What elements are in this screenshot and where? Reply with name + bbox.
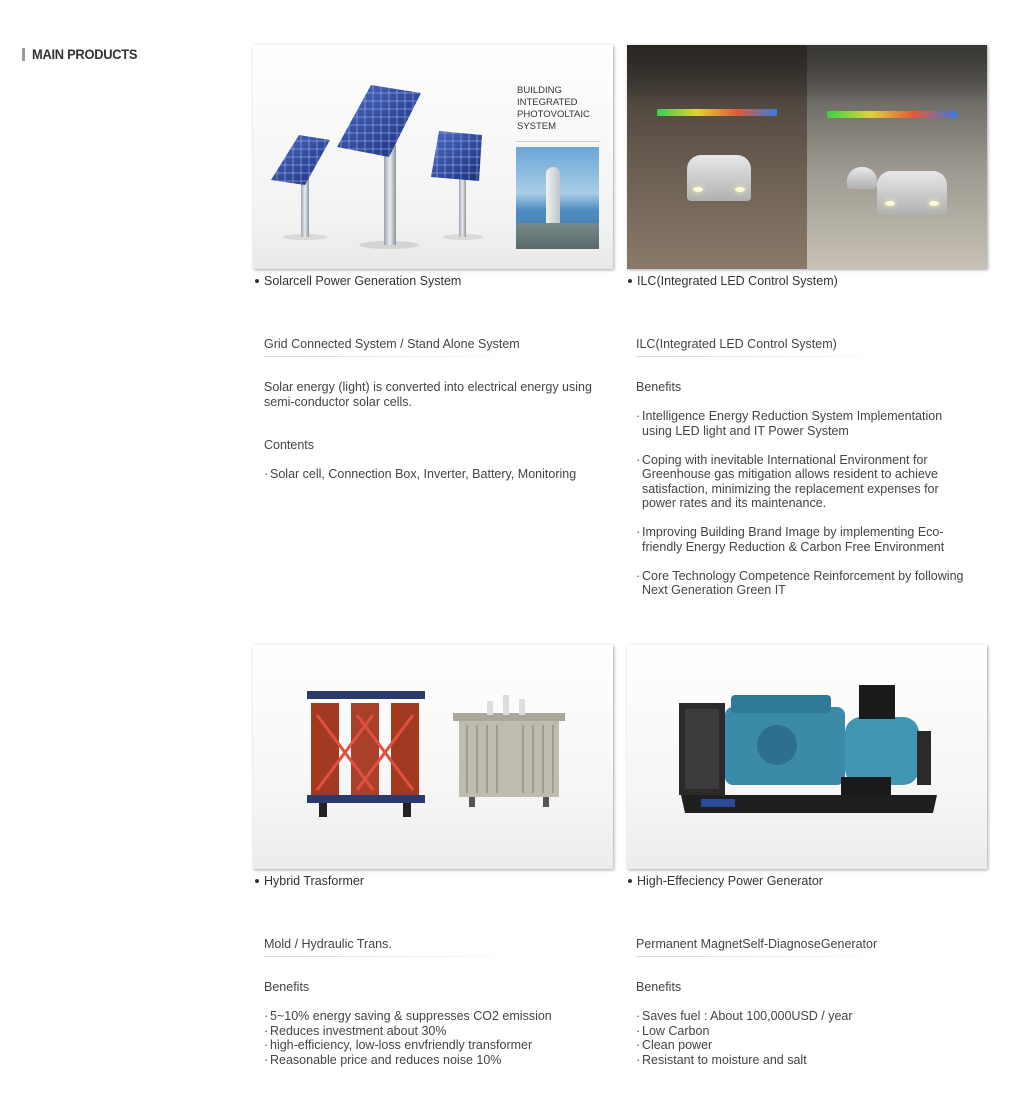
ilc-product-image — [627, 45, 987, 269]
bullet-icon — [628, 879, 632, 883]
generator-benefits-list — [636, 1009, 966, 1067]
product-subtitle-transformer: Mold / Hydraulic Trans. — [264, 937, 392, 951]
parking-photo-right — [807, 45, 987, 269]
bullet-icon — [628, 279, 632, 283]
solar-contents-list — [264, 467, 609, 482]
product-caption-text: Solarcell Power Generation System — [264, 274, 462, 288]
product-caption-text: High-Effeciency Power Generator — [637, 874, 823, 888]
list-item: · Low Carbon — [636, 1024, 966, 1039]
transformer-product-image — [253, 645, 613, 869]
product-caption-transformer[interactable] — [255, 874, 364, 888]
list-item: · 5~10% energy saving & suppresses CO2 emission — [264, 1009, 609, 1024]
list-item: · Reduces investment about 30% — [264, 1024, 609, 1039]
product-caption-generator[interactable] — [628, 874, 823, 888]
generator-illustration — [627, 645, 987, 869]
section-title-text: MAIN PRODUCTS — [32, 46, 138, 62]
subtitle-divider — [264, 956, 526, 957]
bipv-label: BUILDING INTEGRATED PHOTOVOLTAIC SYSTEM — [517, 85, 590, 132]
contents-heading: Contents — [264, 438, 315, 452]
list-item: · high-efficiency, low-loss envfriendly transformer — [264, 1038, 609, 1053]
list-item: · Improving Building Brand Image by implementing Eco-friendly Energy Reduction & Carbon Free Environment — [636, 525, 966, 554]
ilc-benefits-list — [636, 409, 966, 612]
product-caption-solar[interactable] — [255, 274, 461, 288]
bullet-icon — [255, 279, 259, 283]
product-subtitle-solar: Grid Connected System / Stand Alone System — [264, 337, 520, 351]
subtitle-divider — [636, 356, 898, 357]
benefits-heading: Benefits — [636, 380, 682, 394]
benefits-heading: Benefits — [264, 980, 310, 994]
list-item: · Coping with inevitable International Environment for Greenhouse gas mitigation allows resident to achieve satisfaction, minimizing the replacement expenses for power rates and its maintenance. — [636, 453, 966, 511]
building-photo — [516, 147, 599, 249]
transformer-illustration — [253, 645, 613, 869]
product-subtitle-generator: Permanent MagnetSelf-DiagnoseGenerator — [636, 937, 878, 951]
list-item: · Clean power — [636, 1038, 966, 1053]
list-item: · Resistant to moisture and salt — [636, 1053, 966, 1068]
product-caption-ilc[interactable] — [628, 274, 838, 288]
list-item: · Intelligence Energy Reduction System Implementation using LED light and IT Power System — [636, 409, 966, 438]
transformer-benefits-list — [264, 1009, 609, 1067]
list-item: · Saves fuel : About 100,000USD / year — [636, 1009, 966, 1024]
parking-photo-left — [627, 45, 807, 269]
list-item: · Solar cell, Connection Box, Inverter, Battery, Monitoring — [264, 467, 609, 482]
product-caption-text: ILC(Integrated LED Control System) — [637, 274, 838, 288]
list-item: · Core Technology Competence Reinforcement by following Next Generation Green IT — [636, 569, 966, 598]
subtitle-divider — [264, 356, 526, 357]
subtitle-divider — [636, 956, 898, 957]
product-subtitle-ilc: ILC(Integrated LED Control System) — [636, 337, 837, 351]
section-title — [22, 46, 146, 62]
benefits-heading: Benefits — [636, 980, 682, 994]
bullet-icon — [255, 879, 259, 883]
list-item: · Reasonable price and reduces noise 10% — [264, 1053, 609, 1068]
solar-description: Solar energy (light) is converted into electrical energy using semi-conductor solar cells. — [264, 380, 592, 409]
product-caption-text: Hybrid Trasformer — [264, 874, 365, 888]
section-title-marker — [22, 48, 25, 61]
generator-product-image — [627, 645, 987, 869]
solar-product-image — [253, 45, 613, 269]
